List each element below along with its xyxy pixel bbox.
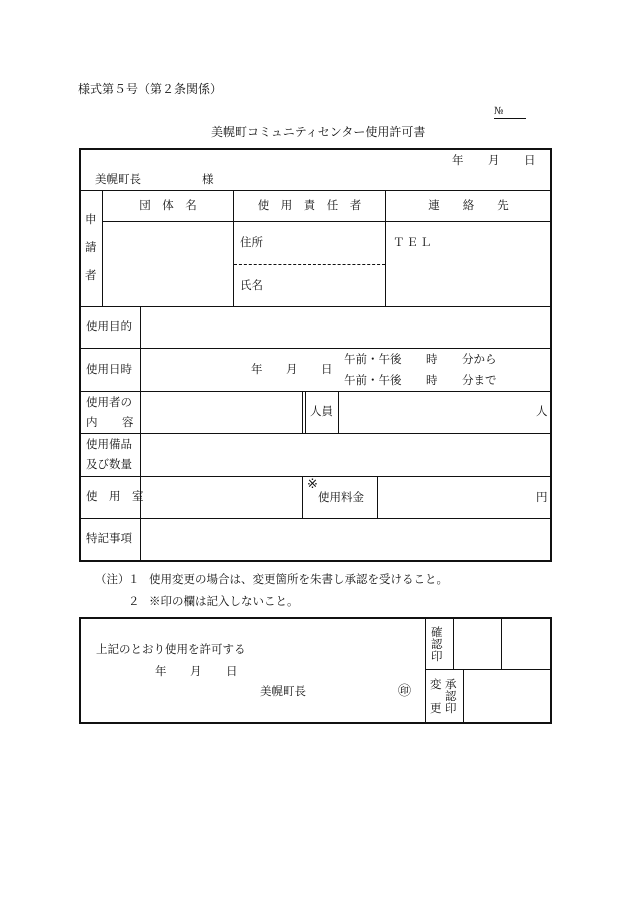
end-minute: 分まで — [462, 373, 497, 387]
fee-mark: ※ — [307, 477, 318, 492]
special-notes-label: 特記事項 — [86, 531, 132, 545]
col-divider — [338, 391, 339, 433]
tel-label: ＴＥＬ — [393, 235, 434, 249]
col-divider — [377, 476, 378, 518]
fee-label: 使用料金 — [318, 490, 364, 504]
datetime-day: 日 — [321, 362, 333, 376]
row-divider — [80, 433, 551, 434]
responsible-person-header: 使 用 責 任 者 — [257, 198, 362, 212]
start-ampm: 午前・午後 — [344, 352, 402, 366]
address-name-divider — [234, 264, 385, 265]
start-hour: 時 — [426, 352, 438, 366]
users-label-line2a: 内 — [86, 415, 98, 429]
doc-no-underline — [494, 118, 526, 119]
col-divider — [463, 669, 464, 723]
users-label-line1: 使用者の — [86, 395, 132, 409]
date-year-label: 年 — [452, 153, 464, 167]
datetime-year: 年 — [251, 362, 263, 376]
headcount-unit: 人 — [536, 404, 548, 418]
col-divider — [453, 618, 454, 669]
date-month-label: 月 — [488, 153, 500, 167]
row-divider — [80, 391, 551, 392]
row-divider — [80, 348, 551, 349]
label-col-divider — [140, 306, 141, 561]
approve-label-3: 印 — [445, 701, 457, 715]
addressee-name: 美幌町長 — [95, 172, 141, 186]
row-divider — [80, 190, 551, 191]
room-label: 使 用 室 — [86, 489, 144, 503]
approval-table — [79, 617, 552, 724]
mayor-label: 美幌町長 — [260, 684, 306, 698]
approve-label-1: 承 — [445, 677, 457, 691]
change-label-1: 変 — [430, 677, 442, 691]
col-divider — [425, 618, 426, 723]
users-label-line2b: 容 — [122, 415, 134, 429]
name-label: 氏名 — [240, 278, 263, 292]
confirm-label-1: 確 — [431, 625, 443, 639]
change-label-2: 更 — [430, 701, 442, 715]
permit-day: 日 — [226, 664, 238, 678]
equipment-label-line2: 及び数量 — [86, 457, 132, 471]
equipment-label-line1: 使用備品 — [86, 437, 132, 451]
row-divider — [80, 518, 551, 519]
note-1-number: １ — [128, 572, 140, 586]
end-ampm: 午前・午後 — [344, 373, 402, 387]
row-divider — [80, 306, 551, 307]
fee-unit: 円 — [536, 490, 548, 504]
note-1-text: 使用変更の場合は、変更箇所を朱書し承認を受けること。 — [149, 572, 448, 586]
confirm-label-3: 印 — [431, 649, 443, 663]
form-number: 様式第５号（第２条関係） — [78, 82, 223, 96]
group-name-header: 団 体 名 — [139, 198, 197, 212]
address-label: 住所 — [240, 235, 263, 249]
end-hour: 時 — [426, 373, 438, 387]
col-divider — [501, 618, 502, 669]
headcount-label: 人員 — [310, 404, 333, 418]
col-divider — [305, 391, 306, 433]
confirm-label-2: 認 — [431, 637, 443, 651]
approve-label-2: 認 — [445, 689, 457, 703]
col-divider — [302, 476, 303, 518]
start-minute: 分から — [462, 352, 497, 366]
contact-header: 連 絡 先 — [428, 198, 509, 212]
notes-prefix: （注） — [95, 572, 130, 586]
permit-month: 月 — [190, 664, 202, 678]
note-2-text: ※印の欄は記入しないこと。 — [149, 594, 299, 608]
row-divider — [102, 221, 551, 222]
applicant-label-3: 者 — [85, 268, 97, 282]
note-2-number: ２ — [128, 594, 140, 608]
applicant-label-2: 請 — [85, 240, 97, 254]
row-divider — [425, 669, 551, 670]
datetime-label: 使用日時 — [86, 362, 132, 376]
seal-mark: ㊞ — [398, 684, 412, 699]
doc-no-label: № — [494, 106, 504, 117]
col-divider — [302, 391, 303, 433]
date-day-label: 日 — [524, 153, 536, 167]
purpose-label: 使用目的 — [86, 319, 132, 333]
datetime-month: 月 — [286, 362, 298, 376]
permit-year: 年 — [155, 664, 167, 678]
page-title: 美幌町コミュニティセンター使用許可書 — [211, 125, 426, 139]
applicant-label-1: 申 — [85, 212, 97, 226]
addressee-honorific: 様 — [202, 172, 214, 186]
permit-text: 上記のとおり使用を許可する — [96, 642, 246, 656]
